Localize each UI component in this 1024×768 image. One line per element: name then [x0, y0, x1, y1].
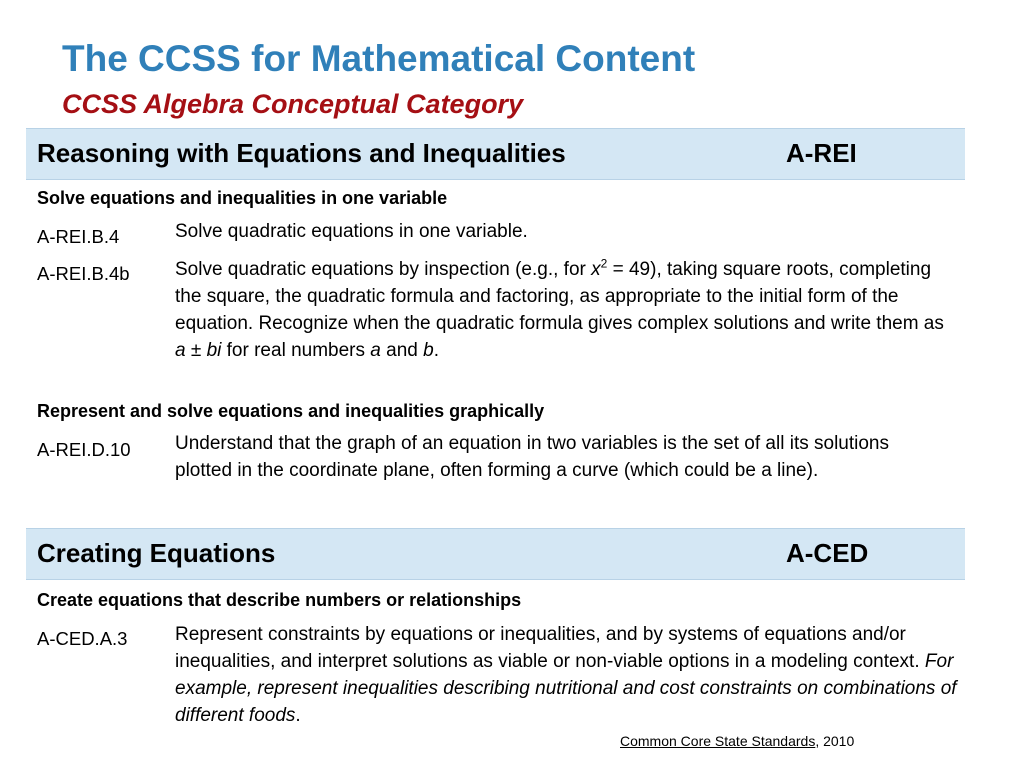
ccss-link[interactable]: Common Core State Standards — [620, 733, 816, 749]
section-title: Reasoning with Equations and Inequalities — [37, 138, 566, 168]
math-var: x — [591, 259, 601, 280]
page-subtitle: CCSS Algebra Conceptual Category — [62, 89, 524, 119]
superscript: 2 — [600, 256, 608, 271]
text-segment: Solve quadratic equations by inspection (e.g., for — [175, 259, 592, 280]
standard-code: A-REI.B.4 — [37, 226, 120, 247]
standard-text: Understand that the graph of an equation in two variables is the set of all its solutions plotted in the coordinate plane, often forming a curve (which could be a line). — [175, 433, 889, 481]
text-segment: Represent constraints by equations or inequalities, and by systems of equations and/or inequalities, and interpret solutions as viable or non-viable options in a modeling context. — [175, 624, 925, 672]
cluster-heading: Solve equations and inequalities in one variable — [37, 188, 448, 208]
math-var: bi — [206, 340, 222, 361]
standard-text — [175, 621, 965, 729]
plus-minus: ± — [185, 340, 207, 361]
standard-text: Solve quadratic equations in one variable. — [175, 221, 528, 242]
standard-code: A-CED.A.3 — [37, 628, 128, 649]
page-title: The CCSS for Mathematical Content — [62, 38, 696, 79]
section-title: Creating Equations — [37, 538, 276, 568]
footer-citation — [620, 733, 854, 749]
text-segment: and — [380, 340, 424, 361]
footer-year: , 2010 — [815, 733, 855, 749]
standard-code: A-REI.D.10 — [37, 439, 131, 460]
math-var: b — [423, 340, 434, 361]
section-code: A-REI — [786, 138, 857, 168]
text-segment: for real numbers — [221, 340, 371, 361]
section-header-a-rei — [26, 128, 965, 180]
text-segment: . — [433, 340, 439, 361]
example-text: For example, represent inequalities describing nutritional and cost constraints on combinations of different foods — [175, 651, 957, 726]
section-header-a-ced — [26, 528, 965, 580]
cluster-heading: Create equations that describe numbers or relationships — [37, 590, 522, 610]
text-segment: = 49), taking square roots, completing the square, the quadratic formula and factoring, as appropriate to the initial form of the equation. Recognize when the quadratic formula gives complex solutions and write them as — [175, 259, 944, 334]
standard-text — [175, 256, 950, 364]
math-var: a — [175, 340, 186, 361]
cluster-heading: Represent and solve equations and inequalities graphically — [37, 401, 545, 421]
standard-code: A-REI.B.4b — [37, 263, 130, 284]
text-segment: . — [295, 705, 301, 726]
section-code: A-CED — [786, 538, 869, 568]
math-var: a — [370, 340, 381, 361]
